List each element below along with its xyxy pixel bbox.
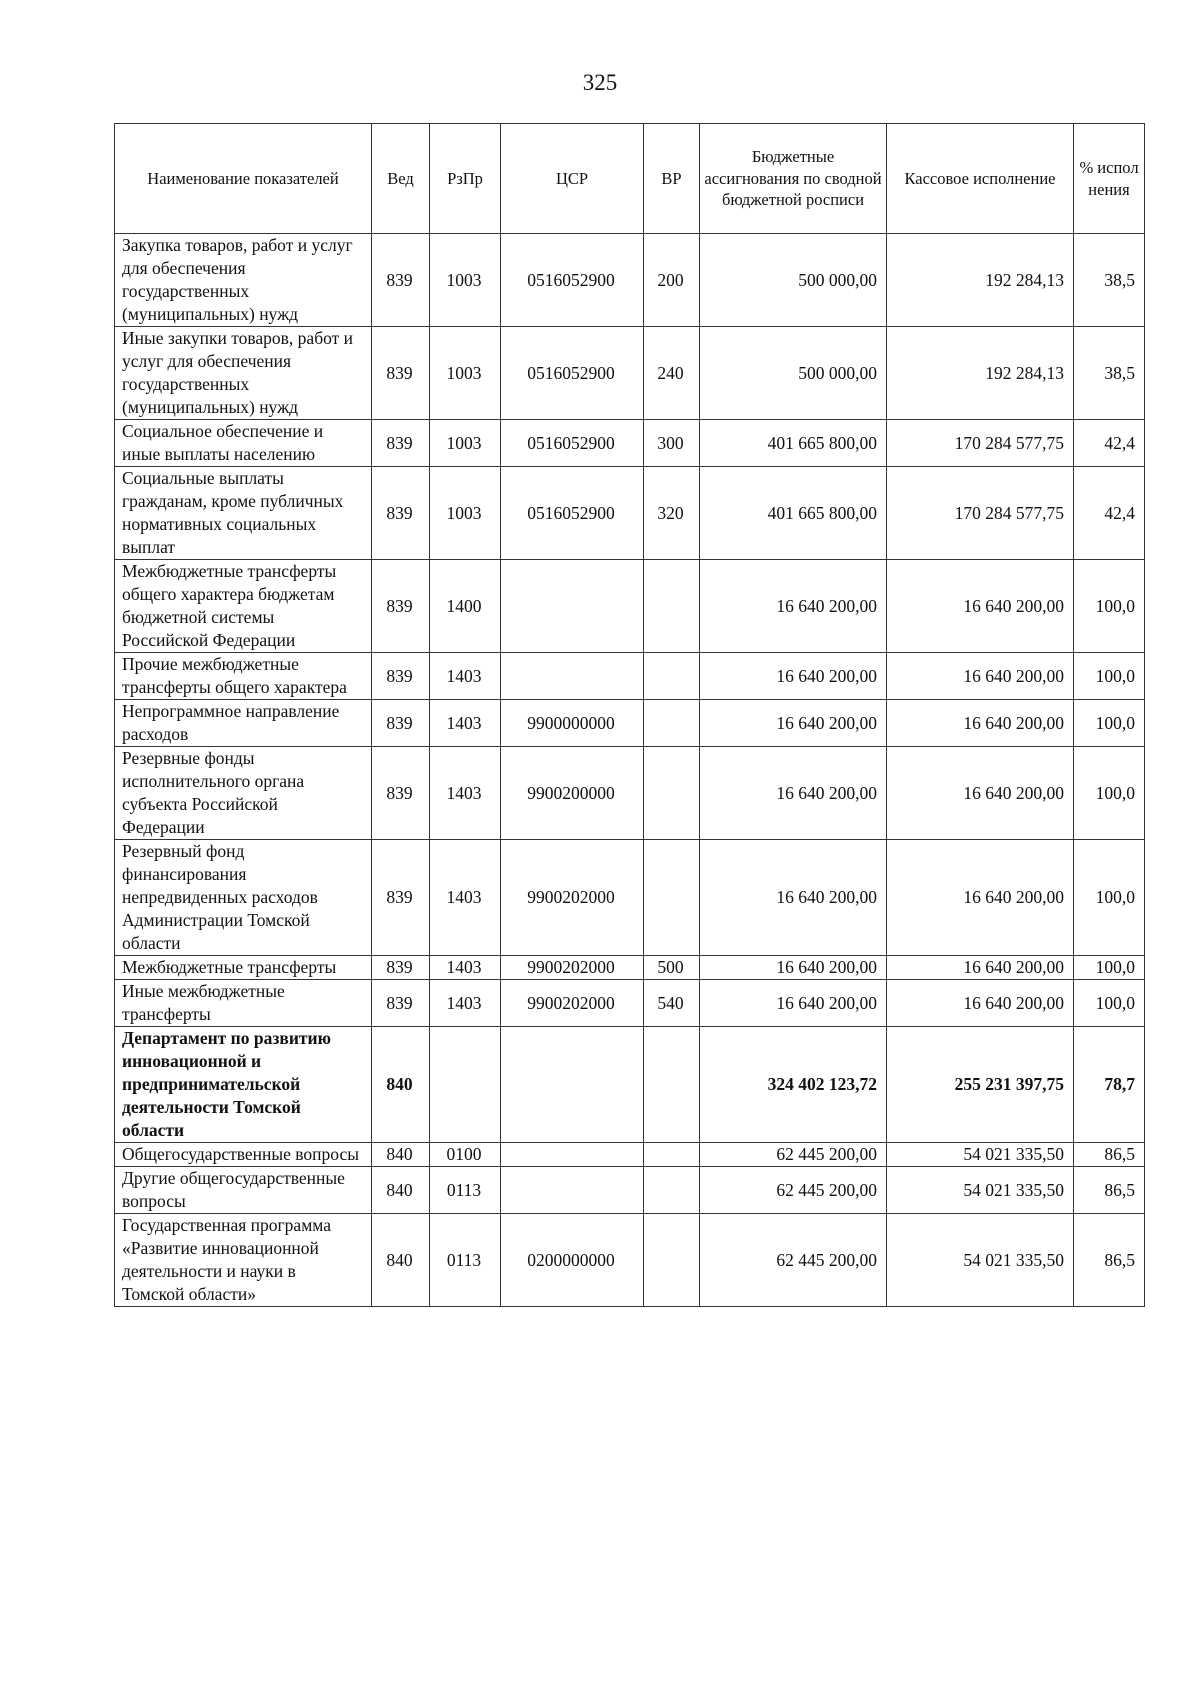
row-ved: 839: [372, 420, 430, 467]
row-vr: [644, 700, 700, 747]
row-ved: 839: [372, 956, 430, 980]
row-assigned: 16 640 200,00: [700, 956, 887, 980]
row-assigned: 401 665 800,00: [700, 420, 887, 467]
table-row: [115, 653, 1145, 700]
table-header-row: [115, 124, 1145, 234]
row-cash: 54 021 335,50: [887, 1143, 1074, 1167]
row-name: Социальное обеспечение и иные выплаты населению: [115, 420, 372, 467]
row-rzpr: 0113: [430, 1214, 501, 1307]
table-row: [115, 840, 1145, 956]
row-rzpr: 1003: [430, 327, 501, 420]
row-percent: 86,5: [1074, 1143, 1145, 1167]
row-cash: 16 640 200,00: [887, 840, 1074, 956]
page-number: 325: [582, 70, 618, 95]
row-percent: 42,4: [1074, 420, 1145, 467]
row-rzpr: 0100: [430, 1143, 501, 1167]
row-csr: 9900202000: [501, 956, 644, 980]
row-name: Другие общегосударственные вопросы: [115, 1167, 372, 1214]
row-rzpr: 1403: [430, 700, 501, 747]
row-cash: 16 640 200,00: [887, 980, 1074, 1027]
row-rzpr: 1400: [430, 560, 501, 653]
row-csr: [501, 1027, 644, 1143]
row-csr: 0516052900: [501, 234, 644, 327]
row-rzpr: 1403: [430, 840, 501, 956]
row-assigned: 16 640 200,00: [700, 653, 887, 700]
header-name: Наименование показателей: [115, 124, 372, 234]
row-assigned: 62 445 200,00: [700, 1167, 887, 1214]
row-csr: [501, 1167, 644, 1214]
row-percent: 38,5: [1074, 234, 1145, 327]
header-rzpr: РзПр: [430, 124, 501, 234]
row-rzpr: 1403: [430, 956, 501, 980]
row-cash: 192 284,13: [887, 327, 1074, 420]
row-name: Иные межбюджетные трансферты: [115, 980, 372, 1027]
header-assigned: Бюджетные ассигнования по сводной бюджетной росписи: [700, 124, 887, 234]
row-csr: 9900202000: [501, 980, 644, 1027]
row-name: Резервные фонды исполнительного органа субъекта Российской Федерации: [115, 747, 372, 840]
row-ved: 840: [372, 1143, 430, 1167]
row-rzpr: 1003: [430, 467, 501, 560]
row-ved: 839: [372, 700, 430, 747]
row-name: Иные закупки товаров, работ и услуг для обеспечения государственных (муниципальных) нужд: [115, 327, 372, 420]
table-row: [115, 956, 1145, 980]
row-cash: 16 640 200,00: [887, 747, 1074, 840]
row-cash: 16 640 200,00: [887, 700, 1074, 747]
row-rzpr: [430, 1027, 501, 1143]
row-vr: [644, 653, 700, 700]
row-percent: 100,0: [1074, 560, 1145, 653]
row-vr: 240: [644, 327, 700, 420]
row-assigned: 62 445 200,00: [700, 1214, 887, 1307]
row-ved: 840: [372, 1027, 430, 1143]
row-rzpr: 1403: [430, 653, 501, 700]
row-percent: 100,0: [1074, 747, 1145, 840]
row-name: Департамент по развитию инновационной и предпринимательской деятельности Томской области: [115, 1027, 372, 1143]
table-row: [115, 560, 1145, 653]
row-percent: 86,5: [1074, 1167, 1145, 1214]
row-vr: [644, 747, 700, 840]
row-csr: [501, 653, 644, 700]
row-rzpr: 1003: [430, 420, 501, 467]
row-csr: 9900000000: [501, 700, 644, 747]
row-vr: 200: [644, 234, 700, 327]
header-ved: Вед: [372, 124, 430, 234]
header-percent: % испол нения: [1074, 124, 1145, 234]
row-name: Резервный фонд финансирования непредвиденных расходов Администрации Томской области: [115, 840, 372, 956]
row-ved: 840: [372, 1214, 430, 1307]
row-percent: 100,0: [1074, 653, 1145, 700]
table-row: [115, 327, 1145, 420]
row-vr: 300: [644, 420, 700, 467]
header-cash: Кассовое исполнение: [887, 124, 1074, 234]
row-vr: [644, 1143, 700, 1167]
row-name: Межбюджетные трансферты: [115, 956, 372, 980]
row-csr: 0516052900: [501, 420, 644, 467]
row-assigned: 16 640 200,00: [700, 560, 887, 653]
row-ved: 839: [372, 840, 430, 956]
table-row: [115, 700, 1145, 747]
row-ved: 839: [372, 234, 430, 327]
row-cash: 170 284 577,75: [887, 467, 1074, 560]
row-assigned: 16 640 200,00: [700, 700, 887, 747]
row-assigned: 16 640 200,00: [700, 980, 887, 1027]
row-vr: [644, 1027, 700, 1143]
row-ved: 839: [372, 467, 430, 560]
row-percent: 42,4: [1074, 467, 1145, 560]
row-assigned: 324 402 123,72: [700, 1027, 887, 1143]
table-row: [115, 1167, 1145, 1214]
row-cash: 16 640 200,00: [887, 560, 1074, 653]
budget-table: [114, 123, 1145, 1307]
row-percent: 38,5: [1074, 327, 1145, 420]
row-name: Общегосударственные вопросы: [115, 1143, 372, 1167]
row-vr: [644, 840, 700, 956]
header-csr: ЦСР: [501, 124, 644, 234]
row-csr: 9900202000: [501, 840, 644, 956]
row-assigned: 500 000,00: [700, 327, 887, 420]
row-name: Государственная программа «Развитие инновационной деятельности и науки в Томской области»: [115, 1214, 372, 1307]
row-cash: 54 021 335,50: [887, 1214, 1074, 1307]
row-csr: 0516052900: [501, 327, 644, 420]
row-cash: 192 284,13: [887, 234, 1074, 327]
row-percent: 78,7: [1074, 1027, 1145, 1143]
row-name: Прочие межбюджетные трансферты общего характера: [115, 653, 372, 700]
table-row: [115, 980, 1145, 1027]
row-vr: [644, 1167, 700, 1214]
row-assigned: 62 445 200,00: [700, 1143, 887, 1167]
row-assigned: 401 665 800,00: [700, 467, 887, 560]
row-name: Непрограммное направление расходов: [115, 700, 372, 747]
row-vr: [644, 560, 700, 653]
row-assigned: 16 640 200,00: [700, 840, 887, 956]
row-assigned: 16 640 200,00: [700, 747, 887, 840]
row-assigned: 500 000,00: [700, 234, 887, 327]
row-cash: 16 640 200,00: [887, 956, 1074, 980]
row-cash: 16 640 200,00: [887, 653, 1074, 700]
row-name: Межбюджетные трансферты общего характера бюджетам бюджетной системы Российской Федерации: [115, 560, 372, 653]
table-row: [115, 1143, 1145, 1167]
row-percent: 100,0: [1074, 840, 1145, 956]
table-row: [115, 747, 1145, 840]
table-row-department-total: [115, 1027, 1145, 1143]
row-percent: 100,0: [1074, 956, 1145, 980]
row-ved: 839: [372, 980, 430, 1027]
table-row: [115, 420, 1145, 467]
row-cash: 255 231 397,75: [887, 1027, 1074, 1143]
row-rzpr: 1403: [430, 747, 501, 840]
header-vr: ВР: [644, 124, 700, 234]
row-ved: 839: [372, 653, 430, 700]
row-cash: 170 284 577,75: [887, 420, 1074, 467]
row-csr: 0516052900: [501, 467, 644, 560]
row-ved: 839: [372, 560, 430, 653]
row-rzpr: 1003: [430, 234, 501, 327]
row-cash: 54 021 335,50: [887, 1167, 1074, 1214]
row-csr: [501, 560, 644, 653]
row-percent: 100,0: [1074, 700, 1145, 747]
row-vr: 500: [644, 956, 700, 980]
row-csr: [501, 1143, 644, 1167]
row-ved: 839: [372, 327, 430, 420]
row-name: Закупка товаров, работ и услуг для обеспечения государственных (муниципальных) нужд: [115, 234, 372, 327]
row-vr: 540: [644, 980, 700, 1027]
row-rzpr: 0113: [430, 1167, 501, 1214]
row-percent: 86,5: [1074, 1214, 1145, 1307]
table-row: [115, 234, 1145, 327]
row-ved: 840: [372, 1167, 430, 1214]
row-vr: [644, 1214, 700, 1307]
row-name: Социальные выплаты гражданам, кроме публичных нормативных социальных выплат: [115, 467, 372, 560]
row-rzpr: 1403: [430, 980, 501, 1027]
table-row: [115, 467, 1145, 560]
row-percent: 100,0: [1074, 980, 1145, 1027]
table-row: [115, 1214, 1145, 1307]
row-vr: 320: [644, 467, 700, 560]
row-ved: 839: [372, 747, 430, 840]
row-csr: 9900200000: [501, 747, 644, 840]
row-csr: 0200000000: [501, 1214, 644, 1307]
